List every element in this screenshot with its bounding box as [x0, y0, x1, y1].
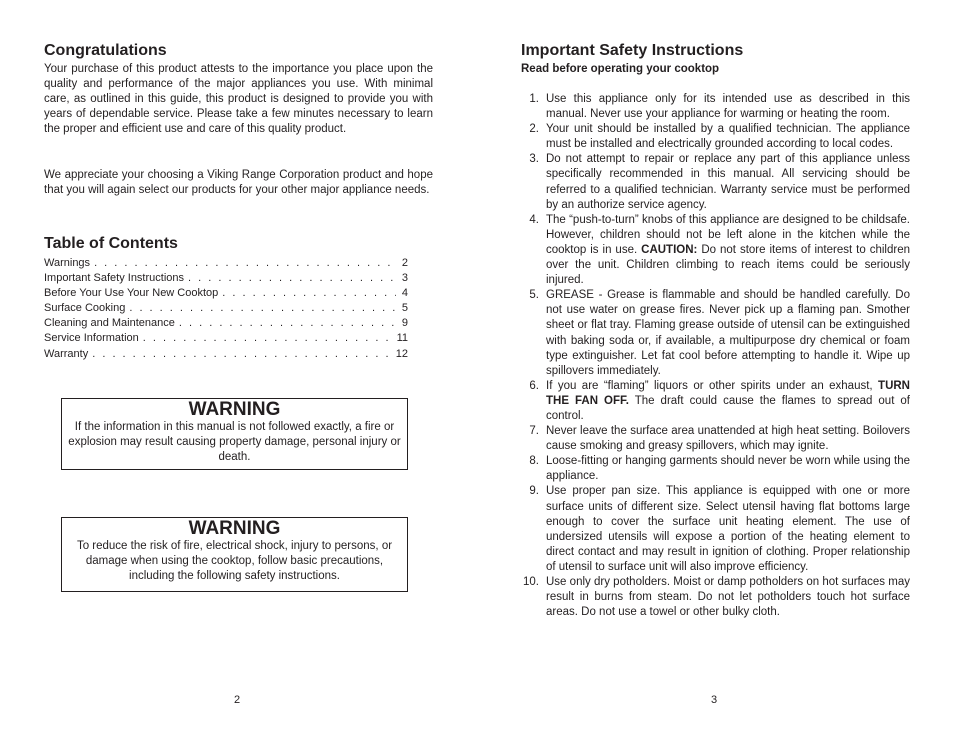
congratulations-heading: Congratulations	[44, 42, 167, 59]
safety-subheading: Read before operating your cooktop	[521, 63, 720, 75]
list-item	[521, 454, 910, 484]
right-page	[521, 0, 910, 738]
toc-entry-page: 12	[395, 347, 408, 360]
safety-instructions-list	[521, 92, 910, 620]
toc-leader-dots	[129, 301, 396, 316]
toc-leader-dots	[143, 331, 393, 346]
toc-entry-title: Warranty	[44, 347, 89, 360]
toc-entry	[44, 256, 408, 271]
list-item	[521, 379, 910, 424]
warning-box-1	[61, 398, 408, 470]
toc-entry	[44, 286, 408, 301]
left-page	[44, 0, 433, 738]
item-number: 9.	[529, 485, 539, 498]
warning-text: If the information in this manual is not followed exactly, a fire or explosion may result causing property damage, personal injury or death.	[68, 421, 401, 464]
toc-leader-dots	[179, 316, 396, 331]
congratulations-paragraph-2: We appreciate your choosing a Viking Range Corporation product and hope that you will again select our products for your other major appliance needs.	[44, 169, 433, 197]
list-item	[521, 288, 910, 379]
caution-label: CAUTION:	[641, 243, 698, 256]
list-item	[521, 92, 910, 122]
page-number: 2	[234, 694, 241, 706]
toc-entry	[44, 316, 408, 331]
item-text: Use only dry potholders. Moist or damp potholders on hot surfaces may result in burns from steam. Do not let potholders touch hot surface areas. Do not use a towel or other bulky cloth.	[546, 576, 910, 619]
warning-box-2	[61, 517, 408, 592]
toc-entry-title: Important Safety Instructions	[44, 272, 185, 285]
toc-leader-dots	[94, 256, 396, 271]
item-text: Do not attempt to repair or replace any part of this appliance unless specifically recommended in this manual. All servicing should be referred to a qualified technician. Warranty service must be performed by an authorize service agency.	[546, 153, 910, 211]
warning-title: WARNING	[188, 399, 281, 420]
item-text: The “push-to-turn” knobs of this appliance are designed to be childsafe. However, children should not be left alone in the kitchen while the cooktop is in use.	[546, 213, 910, 256]
toc-leader-dots	[188, 271, 396, 286]
toc-entry-page: 3	[401, 272, 408, 285]
item-text: Your unit should be installed by a qualified technician. The appliance must be installed and electrically grounded according to local codes.	[546, 123, 910, 151]
warning-title: WARNING	[188, 518, 281, 539]
table-of-contents	[44, 256, 408, 362]
warning-text: To reduce the risk of fire, electrical shock, injury to persons, or damage when using the cooktop, follow basic precautions, including the following safety instructions.	[76, 540, 393, 583]
toc-entry	[44, 347, 408, 362]
toc-entry-title: Cleaning and Maintenance	[44, 317, 175, 330]
item-text: Loose-fitting or hanging garments should never be worn while using the appliance.	[546, 455, 910, 483]
item-number: 4.	[529, 213, 539, 226]
toc-entry-page: 2	[401, 257, 408, 269]
item-text: Use this appliance only for its intended use as described in this manual. Never use your appliance for warming or heating the room.	[546, 93, 910, 121]
turn-fan-off-emphasis: TURN THE FAN OFF.	[546, 379, 910, 407]
toc-entry-page: 11	[396, 332, 408, 345]
toc-entry-title: Service Information	[44, 332, 139, 345]
toc-entry	[44, 271, 408, 286]
toc-entry-page: 5	[401, 302, 408, 315]
item-number: 5.	[529, 289, 539, 302]
toc-leader-dots	[92, 347, 392, 362]
item-text-continued: Do not store items of interest to children over the unit. Children climbing to reach items could be seriously injured.	[546, 243, 910, 287]
list-item	[521, 575, 910, 620]
item-number: 8.	[529, 455, 539, 468]
list-item	[521, 484, 910, 575]
item-text: GREASE - Grease is flammable and should be handled carefully. Do not use water on grease fires. Never pick up a flaming pan. Smother sheet or flat tray. Flaming grease outside of utensil can be extinguished with baking soda or, if available, a multipurpose dry chemical or foam type extinguisher. Let fat cool before attempting to handle it. Wipe up spillovers immediately.	[546, 289, 910, 377]
toc-entry-title: Warnings	[44, 257, 91, 269]
item-text-continued: The draft could cause the flames to spread out of control.	[546, 394, 910, 422]
item-number: 7.	[529, 425, 539, 438]
item-number: 1.	[529, 93, 539, 105]
item-text: Use proper pan size. This appliance is equipped with one or more surface units of different size. Select utensil having flat bottoms large enough to cover the surface unit heating element. The use of undersized utensils will expose a portion of the heating element to direct contact and may result in ignition of clothing. Proper relationship of utensil to surface unit will also improve efficiency.	[546, 485, 910, 573]
toc-entry-title: Before Your Use Your New Cooktop	[44, 287, 219, 300]
list-item	[521, 213, 910, 288]
toc-entry-title: Surface Cooking	[44, 302, 126, 315]
list-item	[521, 122, 910, 152]
item-number: 6.	[529, 379, 539, 392]
item-number: 2.	[529, 123, 539, 136]
toc-leader-dots	[222, 286, 396, 301]
item-number: 3.	[529, 153, 539, 166]
toc-entry-page: 9	[401, 317, 408, 330]
congratulations-paragraph-1: Your purchase of this product attests to the importance you place upon the quality and performance of the major appliances you use. With minimal care, as outlined in this guide, this product is designed to provide you with years of dependable service. Please take a few minutes necessary to learn the proper and efficient use and care of this quality product.	[44, 63, 433, 136]
toc-heading: Table of Contents	[44, 235, 178, 252]
item-number: 10.	[523, 576, 539, 588]
item-text: Never leave the surface area unattended at high heat setting. Boilovers cause smoking and greasy spillovers, which may ignite.	[546, 425, 910, 453]
toc-entry	[44, 301, 408, 316]
toc-entry	[44, 331, 408, 346]
list-item	[521, 424, 910, 454]
safety-heading: Important Safety Instructions	[521, 42, 744, 59]
item-text: If you are “flaming” liquors or other spirits under an exhaust,	[546, 379, 879, 392]
page-number: 3	[711, 694, 718, 706]
toc-entry-page: 4	[401, 287, 408, 300]
list-item	[521, 152, 910, 212]
